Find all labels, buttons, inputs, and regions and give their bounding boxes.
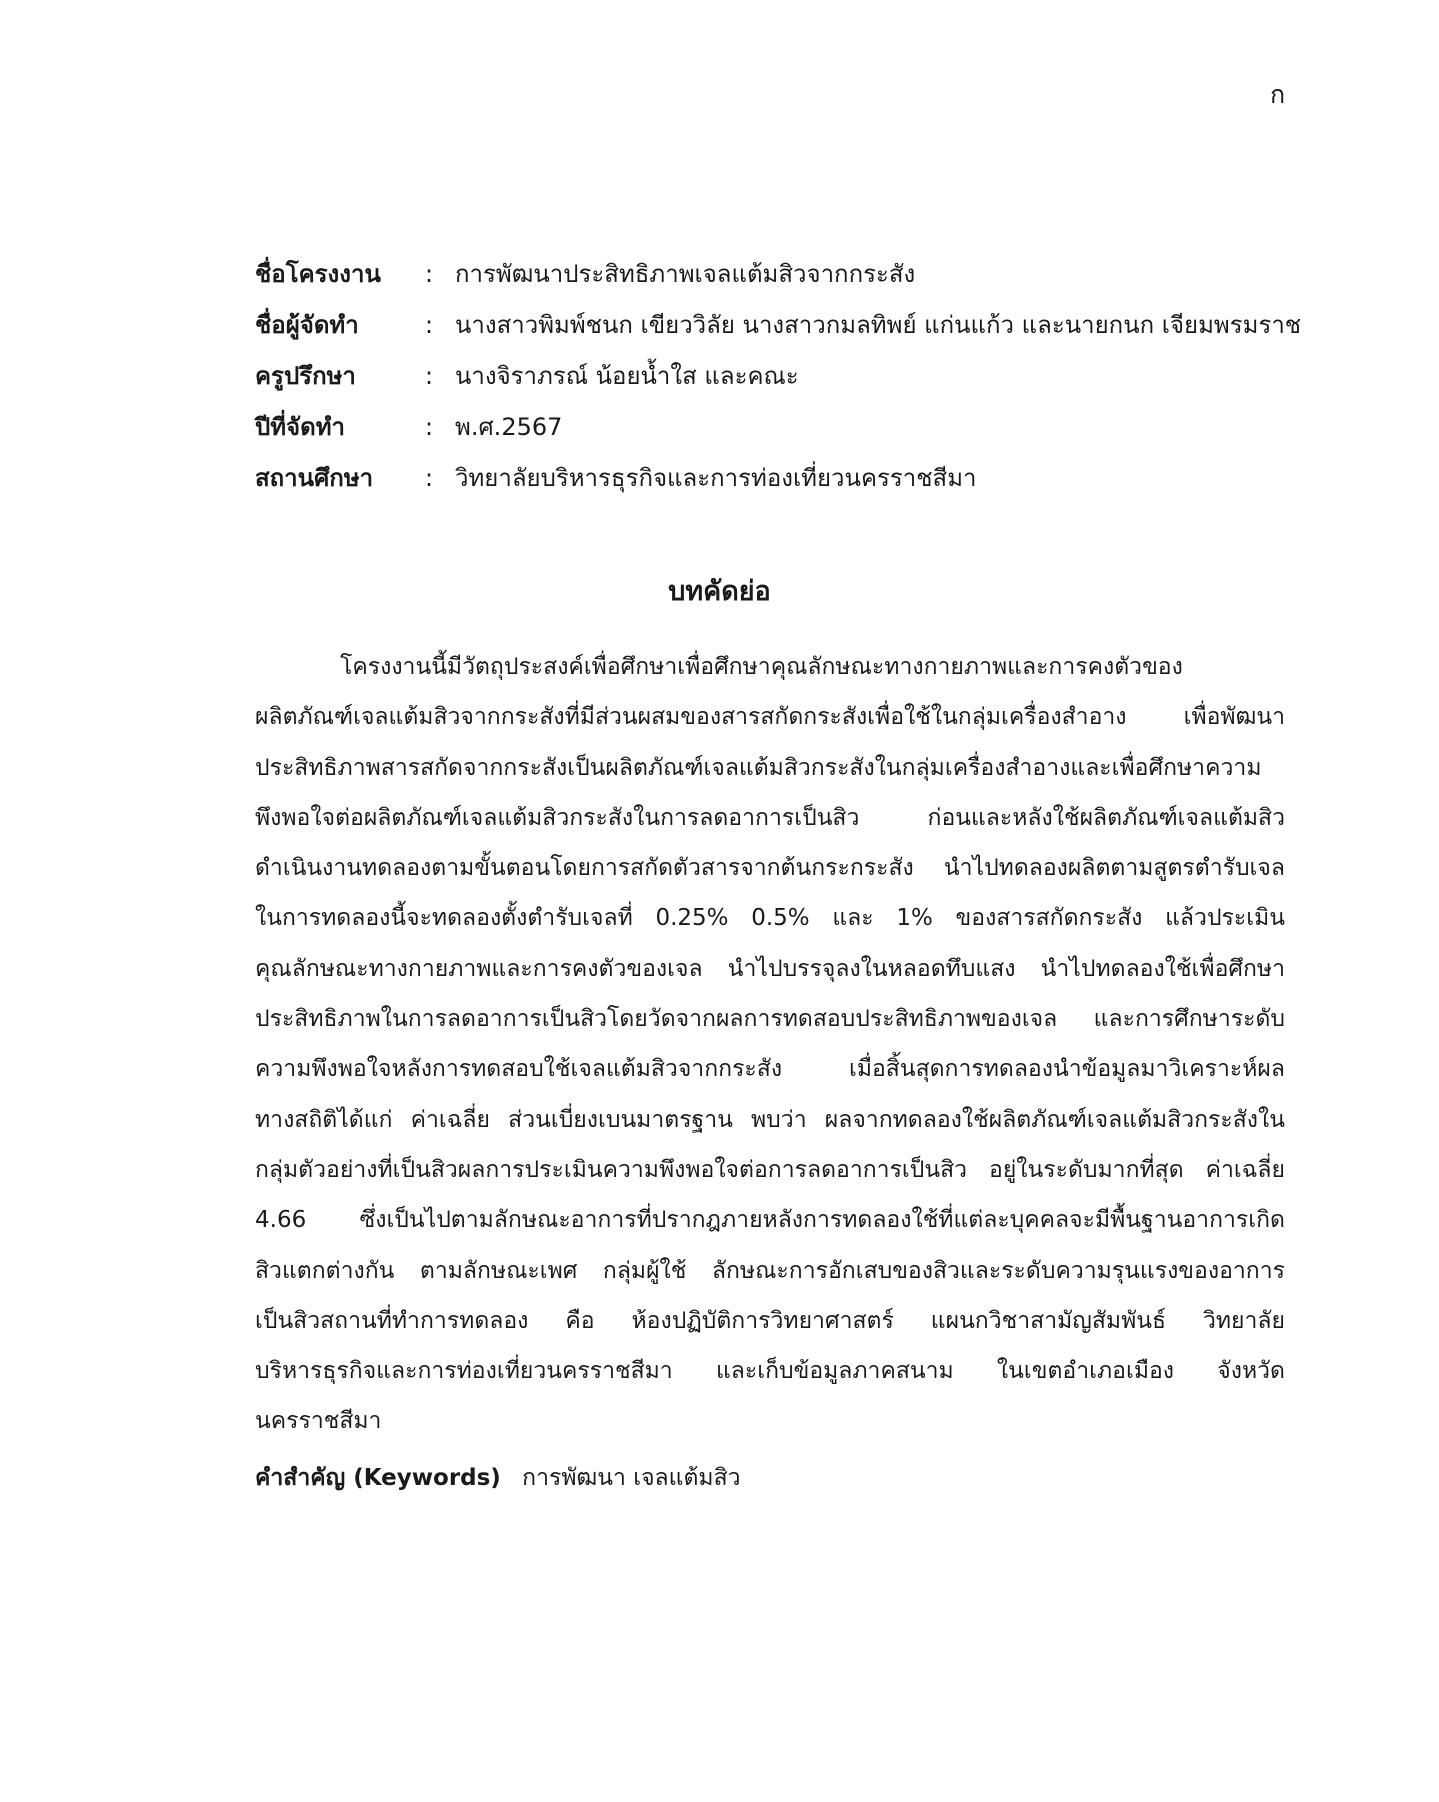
info-label: ปีที่จัดทำ bbox=[255, 413, 345, 441]
abstract-line: สิวแตกต่างกัน ตามลักษณะเพศ กลุ่มผู้ใช้ ลักษณะการอักเสบของสิวและระดับความรุนแรงของอาการ bbox=[255, 1257, 1285, 1284]
keywords-label: คำสำคัญ (Keywords) bbox=[255, 1465, 501, 1491]
abstract-line: 4.66 ซึ่งเป็นไปตามลักษณะอาการที่ปรากฎภายหลังการทดลองใช้ที่แต่ละบุคคลจะมีพื้นฐานอาการเกิด bbox=[255, 1207, 1285, 1234]
info-value: นางสาวพิมพ์ชนก เขียววิลัย นางสาวกมลทิพย์ แก่นแก้ว และนายกนก เจียมพรมราช bbox=[455, 311, 1302, 339]
info-colon: : bbox=[425, 260, 434, 288]
info-label: ชื่อผู้จัดทำ bbox=[255, 311, 359, 339]
page-number: ก bbox=[1270, 80, 1286, 109]
info-row-authors bbox=[255, 305, 1305, 356]
abstract-line: โครงงานนี้มีวัตถุประสงค์เพื่อศึกษาเพื่อศึกษาคุณลักษณะทางกายภาพและการคงตัวของ bbox=[340, 654, 1183, 680]
project-info-block bbox=[255, 254, 1305, 509]
info-value: วิทยาลัยบริหารธุรกิจและการท่องเที่ยวนครราชสีมา bbox=[455, 464, 977, 492]
abstract-line: เป็นสิวสถานที่ทำการทดลอง คือ ห้องปฏิบัติการวิทยาศาสตร์ แผนกวิชาสามัญสัมพันธ์ วิทยาลัย bbox=[255, 1307, 1285, 1334]
abstract-line: บริหารธุรกิจและการท่องเที่ยวนครราชสีมา และเก็บข้อมูลภาคสนาม ในเขตอำเภอเมือง จังหวัด bbox=[255, 1358, 1285, 1385]
info-colon: : bbox=[425, 362, 434, 390]
abstract-line: พึงพอใจต่อผลิตภัณฑ์เจลแต้มสิวกระสังในการลดอาการเป็นสิว ก่อนและหลังใช้ผลิตภัณฑ์เจลแต้มสิว bbox=[255, 804, 1285, 831]
abstract-line: ดำเนินงานทดลองตามขั้นตอนโดยการสกัดตัวสารจากต้นกระกระสัง นำไปทดลองผลิตตามสูตรตำรับเจล bbox=[255, 855, 1285, 882]
abstract-body bbox=[255, 642, 1285, 1447]
info-colon: : bbox=[425, 464, 434, 492]
info-colon: : bbox=[425, 413, 434, 441]
info-colon: : bbox=[425, 311, 434, 339]
abstract-line: นครราชสีมา bbox=[255, 1408, 382, 1435]
info-value: พ.ศ.2567 bbox=[455, 413, 563, 441]
abstract-line: ประสิทธิภาพในการลดอาการเป็นสิวโดยวัดจากผลการทดสอบประสิทธิภาพของเจล และการศึกษาระดับ bbox=[255, 1006, 1285, 1033]
info-label: ครูปรึกษา bbox=[255, 362, 356, 390]
info-row-project-name bbox=[255, 254, 1305, 305]
abstract-line: คุณลักษณะทางกายภาพและการคงตัวของเจล นำไปบรรจุลงในหลอดทึบแสง นำไปทดลองใช้เพื่อศึกษา bbox=[255, 955, 1285, 982]
keywords bbox=[255, 1460, 741, 1496]
info-label: ชื่อโครงงาน bbox=[255, 260, 381, 288]
info-label: สถานศึกษา bbox=[255, 464, 374, 492]
info-row-year bbox=[255, 407, 1305, 458]
info-row-institution bbox=[255, 458, 1305, 509]
abstract-line: ในการทดลองนี้จะทดลองตั้งตำรับเจลที่ 0.25% 0.5% และ 1% ของสารสกัดกระสัง แล้วประเมิน bbox=[255, 905, 1285, 932]
info-value: การพัฒนาประสิทธิภาพเจลแต้มสิวจากกระสัง bbox=[455, 260, 916, 288]
abstract-line: ผลิตภัณฑ์เจลแต้มสิวจากกระสังที่มีส่วนผสมของสารสกัดกระสังเพื่อใช้ในกลุ่มเครื่องสำอาง เพื่อพัฒนา bbox=[255, 704, 1285, 731]
abstract-line: ประสิทธิภาพสารสกัดจากกระสังเป็นผลิตภัณฑ์เจลแต้มสิวกระสังในกลุ่มเครื่องสำอางและเพื่อศึกษาความ bbox=[255, 754, 1262, 781]
abstract-line: กลุ่มตัวอย่างที่เป็นสิวผลการประเมินความพึงพอใจต่อการลดอาการเป็นสิว อยู่ในระดับมากที่สุด ค่าเฉลี่ย bbox=[255, 1156, 1285, 1183]
abstract-title: บทคัดย่อ bbox=[668, 576, 771, 607]
info-row-advisor bbox=[255, 356, 1305, 407]
info-value: นางจิราภรณ์ น้อยน้ำใส และคณะ bbox=[455, 362, 799, 390]
abstract-line: ความพึงพอใจหลังการทดสอบใช้เจลแต้มสิวจากกระสัง เมื่อสิ้นสุดการทดลองนำข้อมูลมาวิเคราะห์ผล bbox=[255, 1056, 1285, 1083]
keywords-value: การพัฒนา เจลแต้มสิว bbox=[522, 1465, 741, 1491]
abstract-line: ทางสถิติได้แก่ ค่าเฉลี่ย ส่วนเบี่ยงเบนมาตรฐาน พบว่า ผลจากทดลองใช้ผลิตภัณฑ์เจลแต้มสิวกระสังใน bbox=[255, 1106, 1285, 1133]
